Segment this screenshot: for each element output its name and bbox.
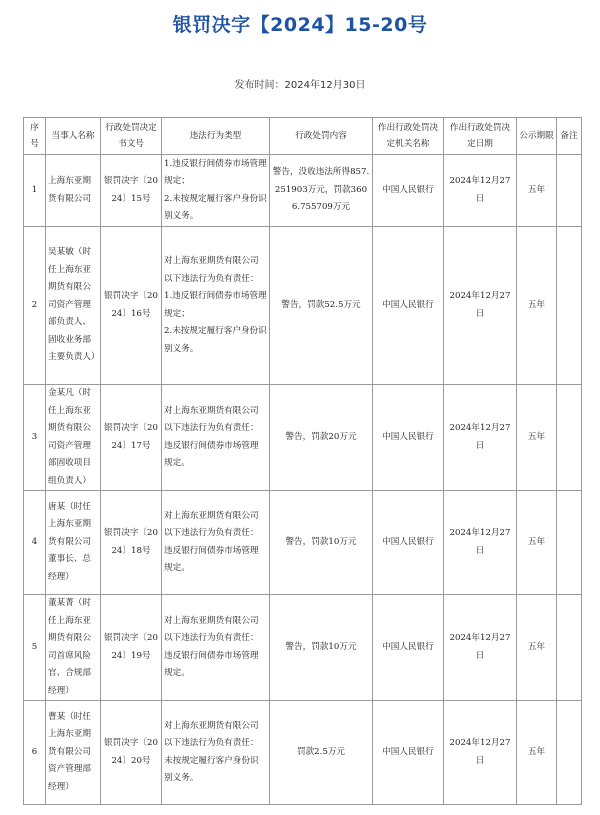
row-party: 唐某（时任上海东亚期货有限公司董事长、总经理） (46, 491, 101, 595)
row-party: 吴某敏（时任上海东亚期货有限公司资产管理部负责人、固收业务部主要负责人） (46, 227, 101, 385)
row-violation: 对上海东亚期货有限公司以下违法行为负有责任： 未按规定履行客户身份识别义务。 (162, 701, 270, 805)
row-seq: 6 (24, 701, 46, 805)
row-seq: 1 (24, 155, 46, 227)
row-violation: 1.违反银行间债券市场管理规定； 2.未按规定履行客户身份识别义务。 (162, 155, 270, 227)
row-remark (557, 385, 582, 491)
row-authority: 中国人民银行 (373, 491, 444, 595)
row-remark (557, 227, 582, 385)
row-penalty: 警告，罚款52.5万元 (270, 227, 373, 385)
table-row (24, 595, 582, 701)
row-period: 五年 (517, 227, 557, 385)
row-date: 2024年12月27日 (444, 385, 517, 491)
row-authority: 中国人民银行 (373, 701, 444, 805)
row-penalty: 警告，罚款10万元 (270, 491, 373, 595)
row-seq: 4 (24, 491, 46, 595)
table-header-row (24, 118, 582, 155)
row-party: 金某凡（时任上海东亚期货有限公司资产管理部固收项目组负责人） (46, 385, 101, 491)
row-party: 上海东亚期货有限公司 (46, 155, 101, 227)
header-remark: 备注 (557, 118, 582, 155)
header-seq: 序号 (24, 118, 46, 155)
row-period: 五年 (517, 595, 557, 701)
row-doc-no: 银罚决字〔2024〕19号 (101, 595, 162, 701)
row-party: 曹某（时任上海东亚期货有限公司资产管理部经理） (46, 701, 101, 805)
row-penalty: 罚款2.5万元 (270, 701, 373, 805)
row-seq: 3 (24, 385, 46, 491)
header-violation: 违法行为类型 (162, 118, 270, 155)
row-penalty: 警告，罚款20万元 (270, 385, 373, 491)
header-period: 公示期限 (517, 118, 557, 155)
row-doc-no: 银罚决字〔2024〕16号 (101, 227, 162, 385)
row-remark (557, 491, 582, 595)
row-period: 五年 (517, 701, 557, 805)
header-penalty: 行政处罚内容 (270, 118, 373, 155)
row-doc-no: 银罚决字〔2024〕20号 (101, 701, 162, 805)
row-doc-no: 银罚决字〔2024〕15号 (101, 155, 162, 227)
row-authority: 中国人民银行 (373, 385, 444, 491)
table-row (24, 491, 582, 595)
row-date: 2024年12月27日 (444, 491, 517, 595)
row-date: 2024年12月27日 (444, 227, 517, 385)
row-doc-no: 银罚决字〔2024〕18号 (101, 491, 162, 595)
header-date: 作出行政处罚决定日期 (444, 118, 517, 155)
row-violation: 对上海东亚期货有限公司以下违法行为负有责任： 1.违反银行间债券市场管理规定； 2.未按规定履行客户身份识别义务。 (162, 227, 270, 385)
row-authority: 中国人民银行 (373, 227, 444, 385)
row-date: 2024年12月27日 (444, 155, 517, 227)
header-party: 当事人名称 (46, 118, 101, 155)
row-violation: 对上海东亚期货有限公司以下违法行为负有责任： 违反银行间债券市场管理规定。 (162, 385, 270, 491)
row-period: 五年 (517, 385, 557, 491)
page-title: 银罚决字【2024】15-20号 (172, 14, 428, 36)
penalty-table (23, 117, 582, 805)
row-period: 五年 (517, 491, 557, 595)
row-authority: 中国人民银行 (373, 595, 444, 701)
row-party: 董某菁（时任上海东亚期货有限公司首席风险官、合规部经理） (46, 595, 101, 701)
row-date: 2024年12月27日 (444, 701, 517, 805)
table-row (24, 155, 582, 227)
publish-date: 发布时间：2024年12月30日 (234, 80, 366, 91)
row-remark (557, 595, 582, 701)
header-authority: 作出行政处罚决定机关名称 (373, 118, 444, 155)
row-doc-no: 银罚决字〔2024〕17号 (101, 385, 162, 491)
row-seq: 5 (24, 595, 46, 701)
row-authority: 中国人民银行 (373, 155, 444, 227)
row-period: 五年 (517, 155, 557, 227)
row-date: 2024年12月27日 (444, 595, 517, 701)
table-row (24, 385, 582, 491)
table-row (24, 227, 582, 385)
row-seq: 2 (24, 227, 46, 385)
table-row (24, 701, 582, 805)
row-violation: 对上海东亚期货有限公司以下违法行为负有责任： 违反银行间债券市场管理规定。 (162, 595, 270, 701)
row-violation: 对上海东亚期货有限公司以下违法行为负有责任： 违反银行间债券市场管理规定。 (162, 491, 270, 595)
row-penalty: 警告，罚款10万元 (270, 595, 373, 701)
row-penalty: 警告，没收违法所得857.251903万元，罚款3606.755709万元 (270, 155, 373, 227)
row-remark (557, 155, 582, 227)
row-remark (557, 701, 582, 805)
header-doc-no: 行政处罚决定书文号 (101, 118, 162, 155)
